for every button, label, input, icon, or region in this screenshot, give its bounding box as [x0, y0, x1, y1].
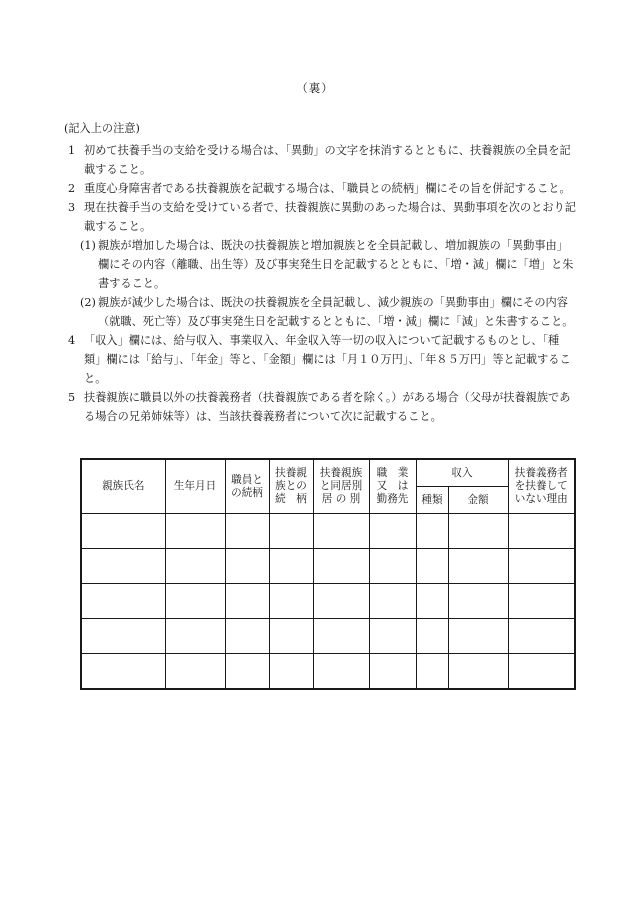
- cell-birthdate[interactable]: [165, 584, 225, 619]
- table-row: [81, 584, 575, 619]
- cell-cohabitation[interactable]: [313, 654, 369, 690]
- cell-cohabitation[interactable]: [313, 514, 369, 549]
- cell-name[interactable]: [81, 654, 165, 690]
- header-income-amount: 金額: [448, 487, 508, 514]
- note-item: [68, 388, 576, 426]
- cell-name[interactable]: [81, 584, 165, 619]
- cell-relation[interactable]: [225, 619, 269, 654]
- header-cohabitation: 扶養親族 と同居別 居 の 別: [313, 459, 369, 514]
- cell-relation-dependent[interactable]: [269, 619, 313, 654]
- cell-name[interactable]: [81, 619, 165, 654]
- cell-relation-dependent[interactable]: [269, 549, 313, 584]
- sub-note-item: [68, 236, 576, 293]
- header-income: 収入: [416, 459, 508, 487]
- sub-note-item: [68, 293, 576, 331]
- cell-relation[interactable]: [225, 584, 269, 619]
- cell-reason[interactable]: [508, 549, 575, 584]
- cell-name[interactable]: [81, 549, 165, 584]
- cell-income-amount[interactable]: [448, 654, 508, 690]
- page-heading: （裏）: [296, 81, 334, 95]
- note-number: 3: [68, 201, 76, 214]
- dependents-table: [80, 458, 576, 690]
- note-text: 扶養親族に職員以外の扶養義務者（扶養親族である者を除く。）がある場合（父母が扶養親族である場合の兄弟姉妹等）は、当該扶養義務者について次に記載すること。: [84, 391, 571, 423]
- cell-relation-dependent[interactable]: [269, 514, 313, 549]
- note-text: 初めて扶養手当の支給を受ける場合は、「異動」の文字を抹消するとともに、扶養親族の全員を記載すること。: [84, 144, 571, 176]
- sub-note-number: (2): [80, 296, 96, 309]
- note-number: 4: [68, 334, 76, 347]
- note-item: [68, 331, 576, 388]
- header-relation: 職員と の続柄: [225, 459, 269, 514]
- cell-reason[interactable]: [508, 514, 575, 549]
- sub-note-number: (1): [80, 239, 96, 252]
- cell-birthdate[interactable]: [165, 619, 225, 654]
- cell-cohabitation[interactable]: [313, 584, 369, 619]
- cell-relation-dependent[interactable]: [269, 654, 313, 690]
- cell-occupation[interactable]: [369, 619, 416, 654]
- cell-income-type[interactable]: [416, 619, 448, 654]
- cell-occupation[interactable]: [369, 654, 416, 690]
- cell-relation-dependent[interactable]: [269, 584, 313, 619]
- notes-heading: (記入上の注意): [64, 122, 140, 135]
- cell-income-amount[interactable]: [448, 514, 508, 549]
- cell-income-type[interactable]: [416, 514, 448, 549]
- table-row: [81, 514, 575, 549]
- header-name: 親族氏名: [81, 459, 165, 514]
- header-income-type: 種類: [416, 487, 448, 514]
- cell-income-amount[interactable]: [448, 549, 508, 584]
- cell-name[interactable]: [81, 514, 165, 549]
- header-occupation: 職 業 又 は 勤務先: [369, 459, 416, 514]
- table-row: [81, 619, 575, 654]
- cell-reason[interactable]: [508, 654, 575, 690]
- cell-occupation[interactable]: [369, 549, 416, 584]
- table-row: [81, 654, 575, 690]
- cell-income-amount[interactable]: [448, 584, 508, 619]
- cell-income-type[interactable]: [416, 654, 448, 690]
- cell-occupation[interactable]: [369, 514, 416, 549]
- cell-income-type[interactable]: [416, 549, 448, 584]
- note-number: 5: [68, 391, 76, 404]
- header-reason: 扶養義務者 を扶養して いない理由: [508, 459, 575, 514]
- cell-relation[interactable]: [225, 514, 269, 549]
- cell-birthdate[interactable]: [165, 514, 225, 549]
- header-relation-dependent: 扶養親 族との 続 柄: [269, 459, 313, 514]
- cell-income-amount[interactable]: [448, 619, 508, 654]
- cell-relation[interactable]: [225, 654, 269, 690]
- sub-note-text: 親族が増加した場合は、既決の扶養親族と増加親族とを全員記載し、増加親族の「異動事由」欄にその内容（離職、出生等）及び事実発生日を記載するとともに、「増・減」欄に「増」と朱書すること。: [98, 239, 574, 290]
- cell-reason[interactable]: [508, 584, 575, 619]
- note-text: 「収入」欄には、給与収入、事業収入、年金収入等一切の収入について記載するものとし、「種類」欄には「給与」、「年金」等と、「金額」欄には「月１０万円」、「年８５万円」等と記載すること。: [84, 334, 571, 385]
- cell-cohabitation[interactable]: [313, 619, 369, 654]
- header-birthdate: 生年月日: [165, 459, 225, 514]
- cell-birthdate[interactable]: [165, 654, 225, 690]
- cell-cohabitation[interactable]: [313, 549, 369, 584]
- note-number: 2: [68, 182, 76, 195]
- note-number: 1: [68, 144, 76, 157]
- note-item: [68, 141, 576, 179]
- note-item: [68, 179, 576, 198]
- table-row: [81, 549, 575, 584]
- cell-occupation[interactable]: [369, 584, 416, 619]
- note-text: 現在扶養手当の支給を受けている者で、扶養親族に異動のあった場合は、異動事項を次のとおり記載すること。: [84, 201, 576, 233]
- notes-list: [68, 141, 576, 426]
- note-text: 重度心身障害者である扶養親族を記載する場合は、「職員との続柄」欄にその旨を併記すること。: [84, 182, 571, 195]
- note-item: [68, 198, 576, 236]
- cell-reason[interactable]: [508, 619, 575, 654]
- cell-income-type[interactable]: [416, 584, 448, 619]
- sub-note-text: 親族が減少した場合は、既決の扶養親族を全員記載し、減少親族の「異動事由」欄にその内容（就職、死亡等）及び事実発生日を記載するとともに、「増・減」欄に「減」と朱書すること。: [98, 296, 574, 328]
- cell-birthdate[interactable]: [165, 549, 225, 584]
- cell-relation[interactable]: [225, 549, 269, 584]
